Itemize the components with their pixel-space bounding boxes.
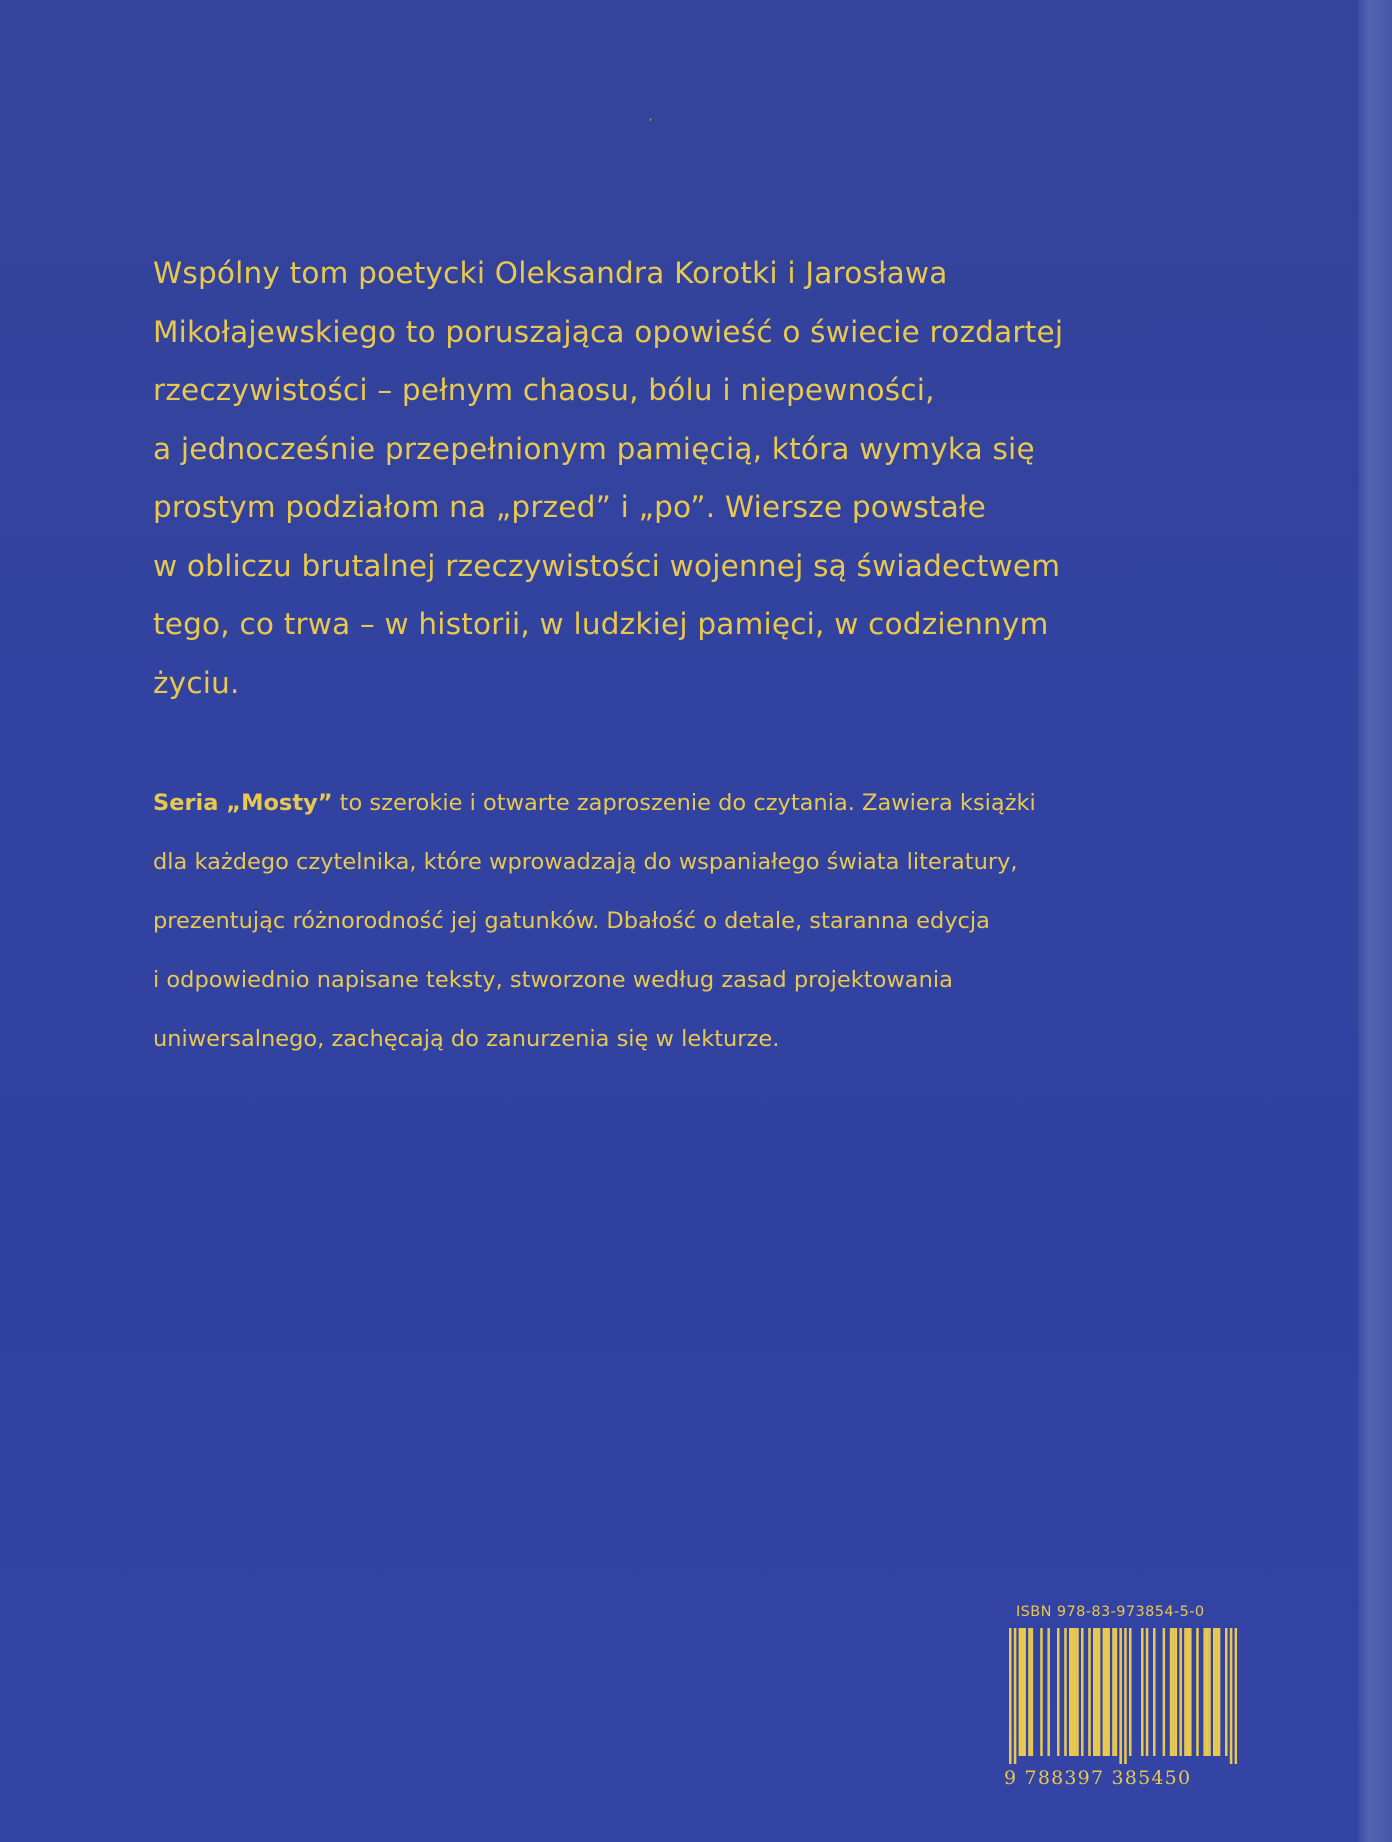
- barcode-bar: [1189, 1628, 1192, 1756]
- barcode-bar: [1064, 1628, 1067, 1756]
- barcode-bar: [1014, 1628, 1017, 1764]
- barcode-bar: [1105, 1628, 1108, 1756]
- barcode-bar: [1208, 1628, 1211, 1756]
- barcode-bar: [1146, 1628, 1149, 1756]
- cover-edge: [1358, 0, 1392, 1842]
- barcode-bar: [1230, 1628, 1233, 1764]
- barcode-digits: 9 788397 385450: [1004, 1767, 1192, 1789]
- series-line: i odpowiednio napisane teksty, stworzone według zasad projektowania: [153, 967, 953, 993]
- barcode-bar: [1081, 1628, 1084, 1756]
- description-line: a jednocześnie przepełnionym pamięcią, która wymyka się: [153, 431, 1035, 466]
- description-line: prostym podziałom na „przed” i „po”. Wiersze powstałe: [153, 490, 986, 524]
- barcode-bar: [1095, 1628, 1098, 1756]
- description-line: tego, co trwa – w historii, w ludzkiej pamięci, w codziennym: [153, 607, 1049, 641]
- series-line: uniwersalnego, zachęcają do zanurzenia się w lekturze.: [153, 1026, 780, 1052]
- series-description: [153, 774, 1233, 1069]
- barcode-bar: [1047, 1628, 1050, 1756]
- barcode-bar: [1115, 1628, 1118, 1756]
- barcode-bar: [1203, 1628, 1206, 1756]
- series-name: Seria „Mosty”: [153, 790, 333, 816]
- barcode-bar: [1057, 1628, 1060, 1756]
- barcode-bar: [1074, 1628, 1077, 1756]
- description-line: Wspólny tom poetycki Oleksandra Korotki i Jarosława: [153, 256, 948, 290]
- barcode-bar: [1071, 1628, 1074, 1756]
- barcode-bar: [1129, 1628, 1132, 1756]
- book-description: [153, 244, 1233, 712]
- barcode-bar: [1112, 1628, 1115, 1756]
- barcode-bar: [1206, 1628, 1209, 1756]
- description-line: rzeczywistości – pełnym chaosu, bólu i niepewności,: [153, 373, 935, 407]
- barcode-bar: [1213, 1628, 1216, 1756]
- barcode-bar: [1021, 1628, 1024, 1756]
- barcode-bar: [1179, 1628, 1182, 1756]
- isbn-label: ISBN 978-83-973854-5-0: [1016, 1604, 1205, 1620]
- barcode-bar: [1170, 1628, 1173, 1756]
- barcode-bar: [1103, 1628, 1106, 1756]
- barcode-bar: [1098, 1628, 1101, 1756]
- series-line: to szerokie i otwarte zaproszenie do czytania. Zawiera książki: [332, 790, 1036, 816]
- barcode-bar: [1009, 1628, 1012, 1764]
- barcode-bar: [1028, 1628, 1031, 1756]
- barcode-bar: [1172, 1628, 1175, 1756]
- barcode-bar: [1031, 1628, 1034, 1756]
- barcode-bar: [1163, 1628, 1166, 1756]
- barcode-bar: [1069, 1628, 1072, 1756]
- barcode-bar: [1093, 1628, 1096, 1756]
- description-line: w obliczu brutalnej rzeczywistości wojennej są świadectwem: [153, 548, 1061, 583]
- barcode-bar: [1184, 1628, 1187, 1756]
- barcode-bar: [1175, 1628, 1178, 1756]
- barcode-bar: [1040, 1628, 1043, 1756]
- barcode-bar: [1215, 1628, 1218, 1756]
- paper-speck: ,: [649, 112, 653, 123]
- barcode-bar: [1196, 1628, 1199, 1756]
- barcode-bar: [1124, 1628, 1127, 1764]
- barcode-bar: [1187, 1628, 1190, 1756]
- barcode-bar: [1218, 1628, 1221, 1756]
- barcode: [1009, 1628, 1237, 1764]
- series-line: dla każdego czytelnika, które wprowadzają do wspaniałego świata literatury,: [153, 849, 1018, 875]
- description-line: Mikołajewskiego to poruszająca opowieść o świecie rozdartej: [153, 314, 1064, 349]
- barcode-bar: [1088, 1628, 1091, 1756]
- barcode-bar: [1153, 1628, 1156, 1756]
- barcode-bar: [1235, 1628, 1237, 1764]
- series-line: prezentując różnorodność jej gatunków. Dbałość o detale, staranna edycja: [153, 908, 990, 934]
- barcode-bar: [1076, 1628, 1079, 1756]
- description-line: życiu.: [153, 665, 240, 700]
- barcode-bar: [1023, 1628, 1026, 1756]
- barcode-bar: [1107, 1628, 1110, 1756]
- barcode-bar: [1141, 1628, 1144, 1756]
- barcode-bar: [1225, 1628, 1228, 1756]
- barcode-bar: [1119, 1628, 1122, 1764]
- barcode-bar: [1019, 1628, 1022, 1756]
